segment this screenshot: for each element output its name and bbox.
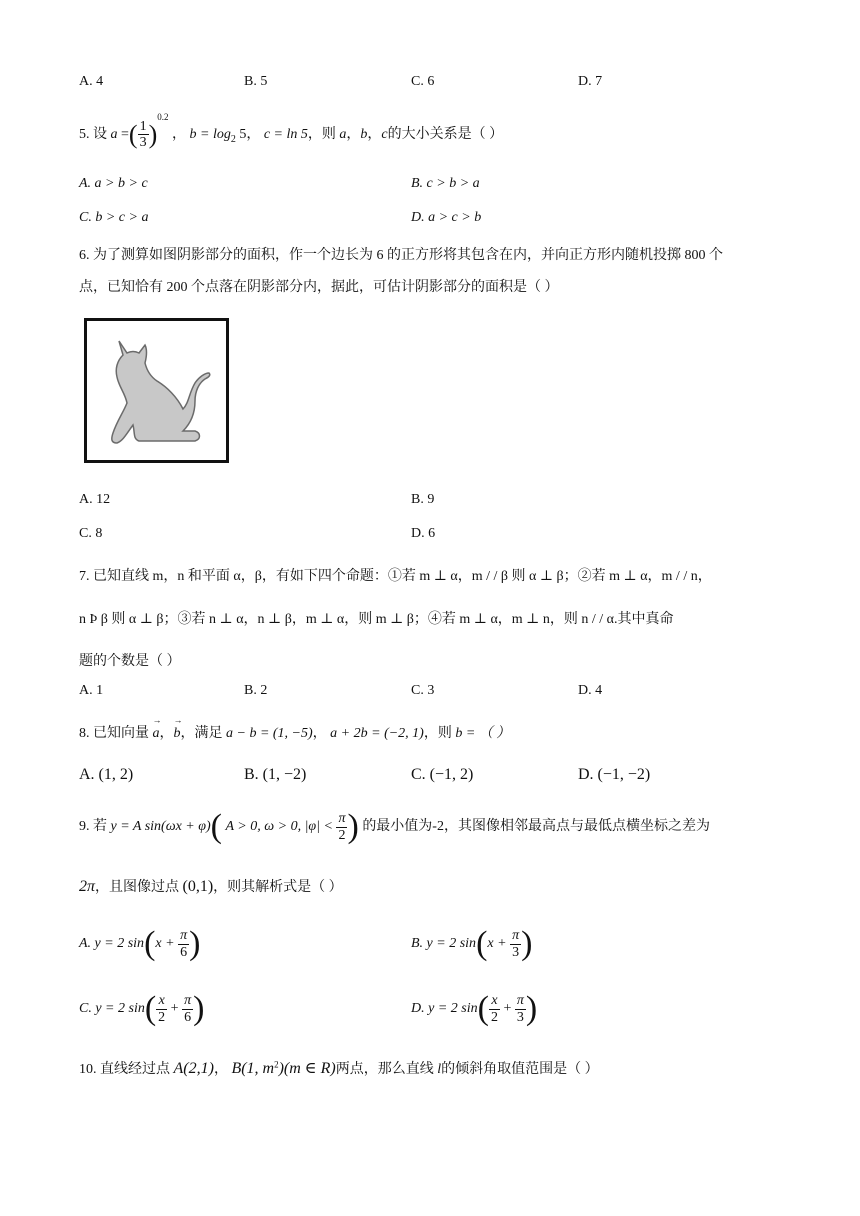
q9-option-d: D. y = 2 sin( $\frac{x}{2}$ + $\frac{\pi}{3}$ )	[411, 990, 538, 1027]
q10-line-l: l	[437, 1062, 442, 1077]
q7-option-d: D. 4	[578, 683, 603, 698]
cat-shape	[112, 341, 210, 443]
q8-equation-1: a − b = (1, −5)	[226, 726, 313, 741]
q6-figure-square	[84, 318, 229, 463]
q5-b-def: b = log	[189, 127, 231, 142]
q8-option-a: A. (1, 2)	[79, 766, 134, 783]
q10-point-a: A(2,1)	[173, 1060, 214, 1077]
q6-option-c: C. 8	[79, 526, 103, 541]
q7-stem-line2: n Þ β 则 α ⊥ β；③若 n ⊥ α，n ⊥ β，m ⊥ α，则 m ⊥ β；④若 m ⊥ α，m ⊥ n，则 n / / α.其中真命	[79, 612, 674, 627]
q8-equation-2: a + 2b = (−2, 1)	[330, 726, 424, 741]
q4-option-d: D. 7	[578, 74, 603, 89]
q9-stem-line2: 2π，且图像过点 (0,1)，则其解析式是（ ）	[79, 878, 343, 895]
q5-b-arg: 5	[239, 127, 247, 142]
q7-option-b: B. 2	[244, 683, 268, 698]
q7-stem-line3: 题的个数是（ ）	[79, 654, 181, 669]
q7-stem-line1: 7. 已知直线 m，n 和平面 α，β，有如下四个命题：①若 m ⊥ α，m / / β 则 α ⊥ β；②若 m ⊥ α，m / / n，	[79, 569, 712, 584]
q5-number: 5.	[79, 127, 90, 142]
q10-point-b: B(1, m	[231, 1060, 275, 1077]
q9-point: (0,1)	[182, 878, 214, 895]
q9-stem-line1: 9. 若 y = A sin(ωx + φ)( A > 0, ω > 0, |φ| < $\frac{\pi}{2}$ ) 的最小值为-2，其图像相邻最高点与最低点横坐标之差为	[79, 808, 710, 845]
q9-condition: A > 0, ω > 0, |φ| <	[225, 819, 333, 835]
q8-vector-b: → b	[174, 726, 181, 742]
q6-option-d: D. 6	[411, 526, 436, 541]
q9-option-a: A. y = 2 sin(x + $\frac{\pi}{6}$ )	[79, 925, 201, 962]
q5-log-base: 2	[230, 133, 236, 145]
q9-tail: 的最小值为-2，其图像相邻最高点与最低点横坐标之差为	[362, 819, 710, 835]
q9-option-b: B. y = 2 sin(x + $\frac{\pi}{3}$ )	[411, 925, 533, 962]
q9-pi-over-2: $\frac{\pi}{2}$	[338, 811, 346, 843]
q5-stem: 5. 设 a =( $\frac{1}{3}$ )$^{0.2}$ ， $b = \log_2 5$， c = ln 5，则 a，b，c的大小关系是（ ）	[79, 112, 504, 151]
q5-a-var: a	[110, 127, 118, 142]
q8-option-c: C. (−1, 2)	[411, 766, 474, 783]
q5-option-b: B. c > b > a	[411, 176, 480, 191]
q5-option-a: A. a > b > c	[79, 176, 148, 191]
q10-stem: 10. 直线经过点 A(2,1)， B(1, $m^2)(m$ ∈ R)两点，那么直线 l的倾斜角取值范围是（ ）	[79, 1059, 599, 1077]
q5-left-paren: (	[128, 119, 138, 149]
q8-stem: 8. 已知向量 → a，→ b，满足 a − b = (1, −5)， a + 2b = (−2, 1)，则 b = （ ）	[79, 722, 510, 742]
q6-stem-line1: 6. 为了测算如图阴影部分的面积，作一个边长为 6 的正方形将其包含在内，并向正方形内随机投掷 800 个	[79, 248, 723, 263]
q8-option-b: B. (1, −2)	[244, 766, 307, 783]
q5-right-paren: )	[148, 119, 158, 149]
q8-ask: b = （ ）	[455, 726, 511, 741]
q5-c-def: c = ln 5	[263, 127, 308, 142]
q5-tail2: 的大小关系是（ ）	[387, 127, 504, 142]
q6-option-a: A. 12	[79, 492, 111, 507]
q7-option-a: A. 1	[79, 683, 104, 698]
cat-silhouette-icon	[87, 321, 226, 460]
q5-option-c: C. b > c > a	[79, 210, 149, 225]
q4-option-b: B. 5	[244, 74, 268, 89]
q9-expression: y = A sin(ωx + φ)	[110, 819, 211, 835]
q5-exponent: 0.2	[157, 112, 169, 122]
q9-option-c: C. y = 2 sin( $\frac{x}{2}$ + $\frac{\pi}{6}$ )	[79, 990, 205, 1027]
q5-lead: 设	[93, 127, 107, 142]
q5-fraction: $\frac{1}{3}$	[139, 118, 147, 151]
q8-option-d: D. (−1, −2)	[578, 766, 651, 783]
q5-eq: =	[121, 127, 129, 142]
q4-option-c: C. 6	[411, 74, 435, 89]
q8-vector-a: → a	[153, 726, 160, 742]
q6-option-b: B. 9	[411, 492, 435, 507]
q6-stem-line2: 点，已知恰有 200 个点落在阴影部分内，据此，可估计阴影部分的面积是（ ）	[79, 280, 559, 295]
q4-option-a: A. 4	[79, 74, 104, 89]
q8-lead: 8. 已知向量	[79, 726, 149, 741]
q5-tail: ，则	[307, 127, 336, 142]
q5-option-d: D. a > c > b	[411, 210, 482, 225]
q7-option-c: C. 3	[411, 683, 435, 698]
